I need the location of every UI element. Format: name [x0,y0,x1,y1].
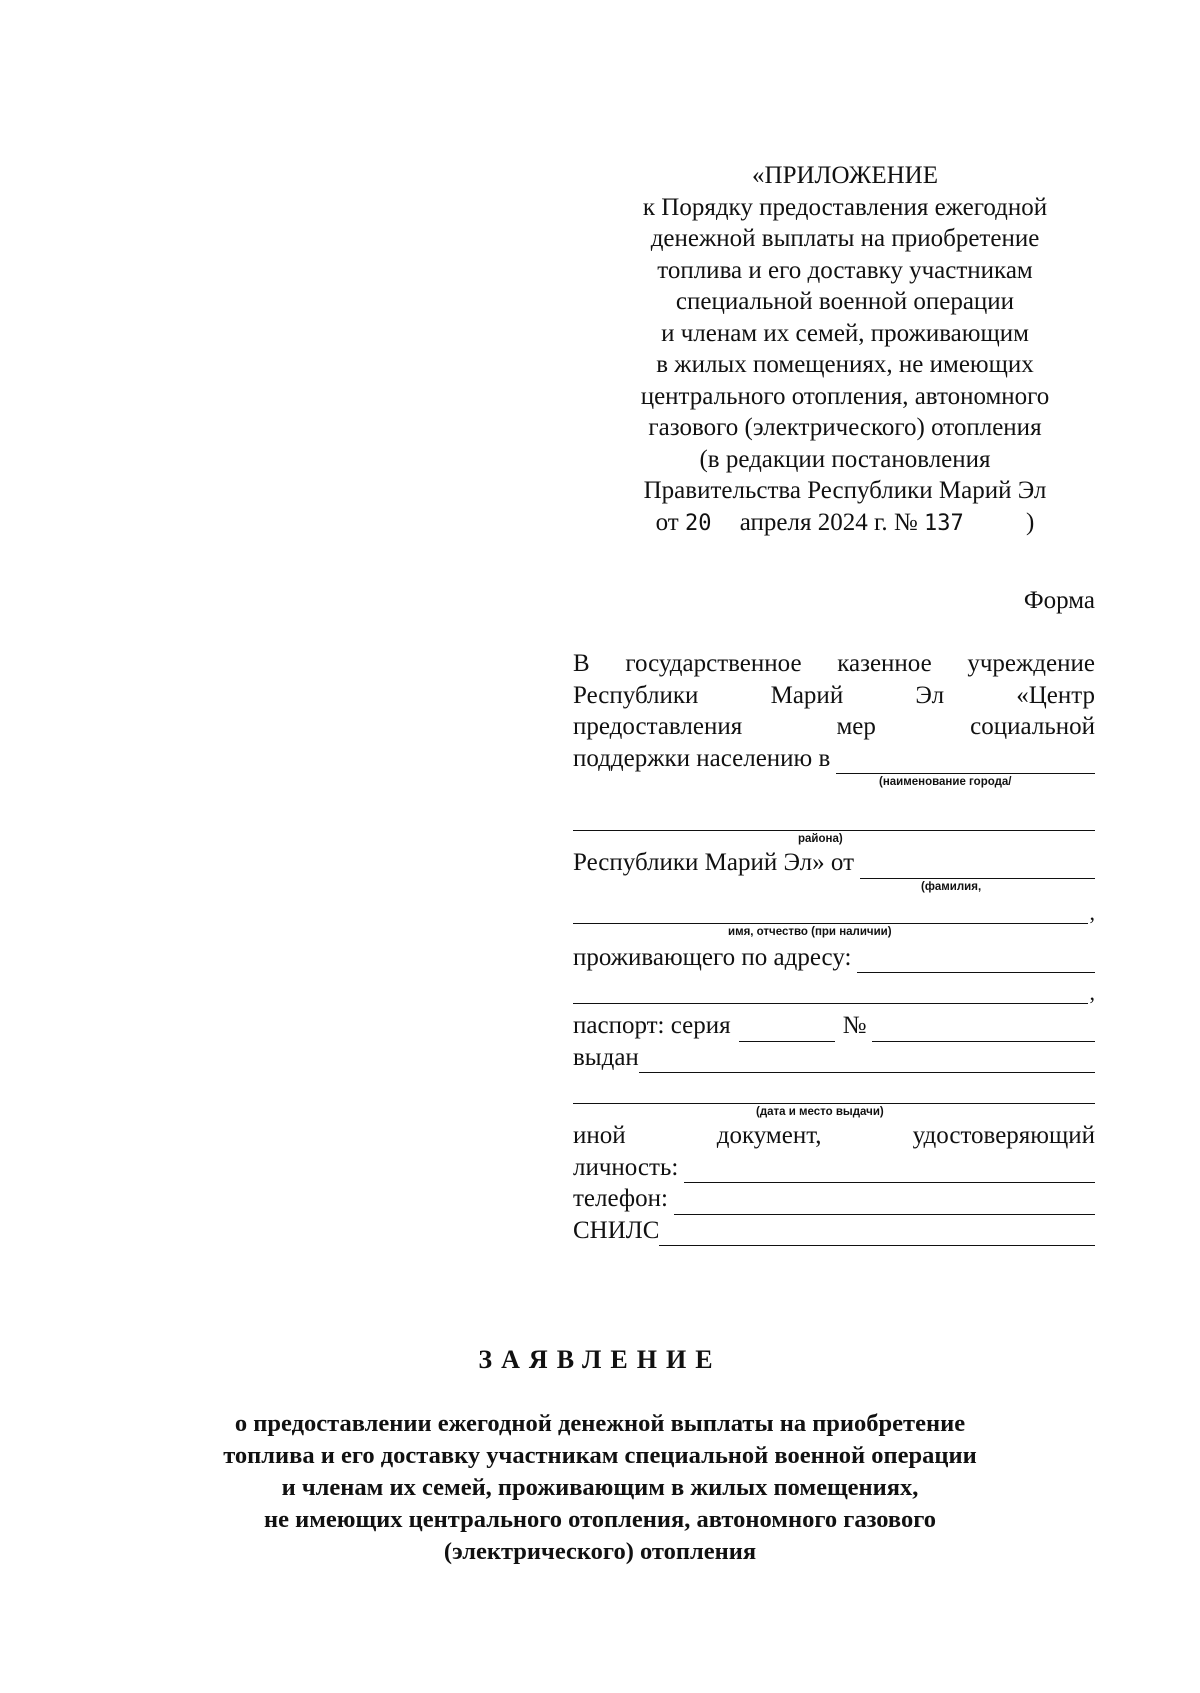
district-field[interactable] [573,808,1095,831]
addressee-line-3 [573,711,1095,743]
appendix-line: (в редакции постановления [699,445,991,473]
document-title: ЗАЯВЛЕНИЕ [478,1345,722,1374]
city-label: поддержки населению в [573,744,831,772]
addressee-line-2 [573,680,1095,712]
snils-row [573,1215,1095,1247]
addressee-line-1 [573,648,1095,680]
date-close: ) [1026,508,1035,536]
issued-field[interactable] [639,1048,1095,1073]
phone-label: телефон: [573,1185,668,1212]
identity-field[interactable] [684,1158,1095,1183]
city-caption: (наименование города/ [879,776,1012,788]
addressee-word: предоставления [573,713,743,740]
passport-series-field[interactable] [739,1017,835,1042]
address-label: проживающего по адресу: [573,943,852,971]
surname-caption: (фамилия, [921,880,982,893]
issue-caption: (дата и место выдачи) [756,1106,884,1118]
identity-row [573,1152,1095,1184]
appendix-line: газового (электрического) отопления [648,414,1042,441]
addressee-word: документ, [716,1122,822,1149]
document-subtitle [0,1408,1200,1568]
address-row-2 [573,981,1095,1004]
address-field-2[interactable] [573,981,1088,1004]
appendix-line: топлива и его доставку участникам [657,256,1033,284]
city-row [573,743,1095,775]
appendix-line: Правительства Республики Марий Эл [643,477,1047,504]
name-row [573,901,1095,924]
subtitle-line: не имеющих центрального отопления, автономного газового [263,1506,936,1533]
passport-series-label: паспорт: серия [573,1012,731,1039]
resolution-date-line [595,507,1095,540]
addressee-word: казенное [837,650,932,677]
comma: , [1089,899,1095,925]
issued-row [573,1042,1095,1074]
district-caption: района) [798,833,843,845]
addressee-word: государственное [625,650,802,677]
addressee-word: социальной [970,713,1095,740]
addressee-word: Республики [573,681,699,709]
phone-field[interactable] [674,1190,1095,1215]
addressee-word: удостоверяющий [912,1122,1095,1149]
appendix-line: к Порядку предоставления ежегодной [642,193,1048,221]
subtitle-line: и членам их семей, проживающим в жилых помещениях, [281,1474,919,1501]
appendix-line: в жилых помещениях, не имеющих [656,351,1034,378]
subtitle-line: о предоставлении ежегодной денежной выплаты на приобретение [234,1410,966,1437]
addressee-word: мер [836,713,876,740]
appendix-line: «ПРИЛОЖЕНИЕ [752,162,938,189]
addressee-word: Марий [770,681,844,709]
address-row [573,942,1095,974]
addressee-word: В [573,650,590,677]
appendix-line: денежной выплаты на приобретение [650,225,1040,252]
comma: , [1089,980,1095,1005]
issued-label: выдан [573,1043,639,1071]
city-field[interactable] [836,749,1095,774]
passport-number-field[interactable] [872,1017,1095,1042]
name-caption: имя, отчество (при наличии) [728,925,892,938]
appendix-line: специальной военной операции [675,288,1015,315]
address-field[interactable] [857,948,1095,973]
appendix-line: и членам их семей, проживающим [661,319,1029,347]
passport-row [573,1010,1095,1042]
other-document-row [573,1120,1095,1152]
addressee-word: иной [573,1122,626,1149]
issued-field-2[interactable] [573,1081,1095,1104]
appendix-header [595,160,1095,539]
name-field[interactable] [573,901,1088,924]
subtitle-line: топлива и его доставку участникам специальной военной операции [223,1442,977,1469]
appendix-line: центрального отопления, автономного [640,382,1050,410]
date-prefix: от [655,508,679,536]
applicant-label: Республики Марий Эл» от [573,849,854,876]
phone-row [573,1183,1095,1215]
snils-field[interactable] [659,1221,1095,1246]
identity-label: личность: [573,1153,679,1181]
date-day: 20 [685,510,712,536]
form-label: Форма [1023,587,1095,614]
passport-number-label: № [842,1012,867,1039]
subtitle-line: (электрического) отопления [443,1538,757,1565]
addressee-word: учреждение [967,650,1095,677]
document-number: 137 [924,510,964,536]
applicant-row [573,847,1095,879]
date-month-year: апреля 2024 г. № [739,508,918,536]
addressee-word: «Центр [1016,681,1095,709]
addressee-word: Эл [915,681,945,709]
snils-label: СНИЛС [573,1216,660,1244]
addressee-block [573,648,1095,1246]
surname-field[interactable] [860,854,1095,879]
